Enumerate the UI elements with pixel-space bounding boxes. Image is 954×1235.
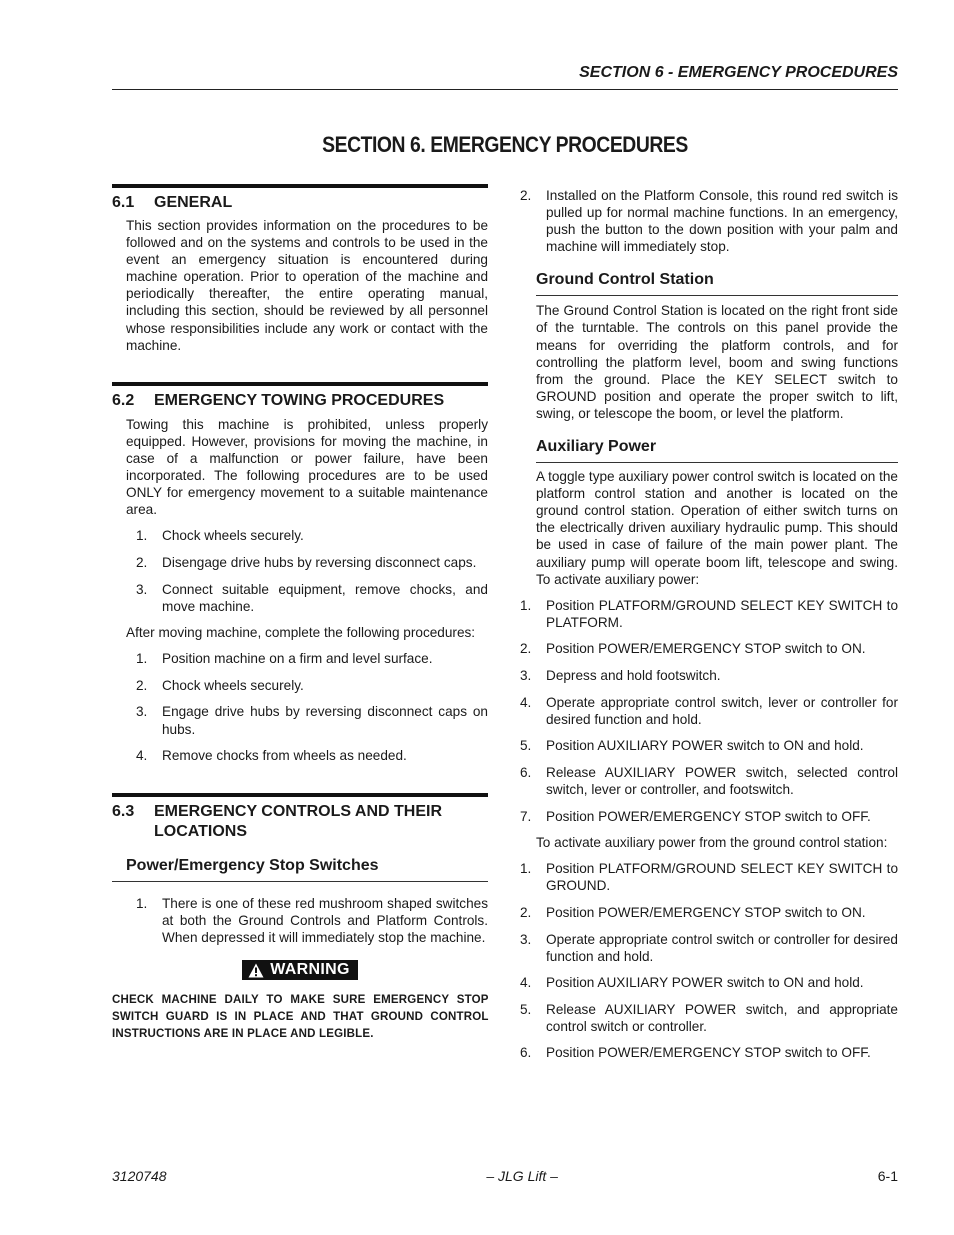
after-moving-steps — [112, 650, 488, 764]
step-number: 3. — [520, 667, 532, 683]
list-item — [126, 527, 488, 544]
step-number: 6. — [520, 1045, 532, 1061]
list-item — [510, 974, 898, 991]
step-text: Depress and hold footswitch. — [546, 667, 721, 683]
auxiliary-power-paragraph: A toggle type auxiliary power control switch is located on the platform control station and another is located on the ground control station. Operation of either switch turns on the electrically driven auxiliary hydraulic pump. This should be used in case of failure of the main power plant. The auxiliary pump will operate boom lift, telescope and swing. To activate auxiliary power: — [536, 469, 898, 587]
step-number: 2. — [136, 677, 148, 693]
list-item — [510, 931, 898, 965]
power-emergency-stop-heading: Power/Emergency Stop Switches — [112, 856, 488, 882]
step-number: 5. — [520, 738, 532, 754]
right-column — [520, 187, 898, 1071]
step-text: Position machine on a firm and level surface. — [162, 651, 433, 667]
step-text: Release AUXILIARY POWER switch, selected control switch, lever or controller, and footswitch. — [546, 764, 898, 797]
warning-text: CHECK MACHINE DAILY TO MAKE SURE EMERGENCY STOP SWITCH GUARD IS IN PLACE AND THAT GROUND CONTROL INSTRUCTIONS ARE IN PLACE AND LEGIBLE. — [112, 991, 489, 1041]
section-title: EMERGENCY TOWING PROCEDURES — [154, 391, 445, 409]
list-item — [510, 808, 898, 825]
section-number: 6.1 — [112, 194, 135, 211]
step-text: Position PLATFORM/GROUND SELECT KEY SWITCH to GROUND. — [546, 861, 898, 894]
ground-aux-steps — [510, 860, 898, 1061]
list-item — [510, 640, 898, 657]
list-item — [126, 650, 488, 667]
step-number: 4. — [136, 748, 148, 764]
list-item — [510, 597, 898, 631]
list-item — [510, 1001, 898, 1035]
auxiliary-power-steps — [510, 597, 898, 825]
stop-switch-steps — [112, 895, 488, 946]
warning-label: WARNING — [270, 961, 350, 979]
step-number: 1. — [520, 861, 532, 877]
step-text: Engage drive hubs by reversing disconnect caps on hubs. — [162, 704, 488, 737]
ground-aux-intro: To activate auxiliary power from the ground control station: — [536, 835, 888, 851]
list-item — [510, 764, 898, 798]
step-number: 3. — [136, 581, 148, 597]
document-number: 3120748 — [112, 1168, 167, 1184]
step-number: 2. — [520, 904, 532, 920]
list-item — [126, 895, 488, 946]
section-title: EMERGENCY CONTROLS AND THEIR LOCATIONS — [154, 802, 443, 840]
list-item — [510, 187, 898, 255]
step-number: 1. — [520, 597, 532, 613]
step-text: Disengage drive hubs by reversing disconnect caps. — [162, 554, 477, 570]
list-item — [510, 904, 898, 921]
section-title: GENERAL — [154, 194, 233, 211]
after-moving-paragraph: After moving machine, complete the following procedures: — [126, 625, 476, 641]
step-text: Position AUXILIARY POWER switch to ON and hold. — [546, 975, 864, 991]
step-number: 4. — [520, 694, 532, 710]
list-item — [126, 677, 488, 694]
step-text: Position POWER/EMERGENCY STOP switch to ON. — [546, 904, 866, 920]
section-number: 6.2 — [112, 391, 135, 409]
list-item — [126, 581, 488, 615]
step-text: Installed on the Platform Console, this round red switch is pulled up for normal machine functions. In an emergency, push the button to the down position with your palm and machine will immediately stop. — [546, 188, 898, 255]
step-number: 3. — [520, 931, 532, 947]
warning-banner — [112, 960, 488, 983]
stop-switch-steps-continued — [510, 187, 898, 255]
step-text: Operate appropriate control switch or controller for desired function and hold. — [546, 931, 898, 964]
section-6-1-heading — [112, 184, 488, 213]
auxiliary-power-heading: Auxiliary Power — [536, 437, 898, 463]
step-number: 1. — [136, 895, 148, 911]
list-item — [510, 737, 898, 754]
step-text: Remove chocks from wheels as needed. — [162, 748, 407, 764]
list-item — [510, 860, 898, 894]
step-number: 4. — [520, 975, 532, 991]
list-item — [510, 667, 898, 684]
warning-badge — [242, 960, 357, 980]
page-title: SECTION 6. EMERGENCY PROCEDURES — [322, 132, 688, 157]
list-item — [126, 554, 488, 571]
step-number: 1. — [136, 651, 148, 667]
step-number: 5. — [520, 1001, 532, 1017]
list-item — [126, 703, 488, 737]
ground-control-paragraph: The Ground Control Station is located on the right front side of the turntable. The controls on this panel provide the means for overriding the platform controls, and for controlling the platform level, boom and swing functions from the ground. Place the KEY SELECT switch to GROUND position and operate the proper switch to lift, swing, or telescope the boom, or level the platform. — [536, 303, 898, 421]
step-number: 1. — [136, 528, 148, 544]
list-item — [510, 1044, 898, 1061]
step-text: Position PLATFORM/GROUND SELECT KEY SWITCH to PLATFORM. — [546, 597, 898, 630]
list-item — [510, 694, 898, 728]
general-paragraph: This section provides information on the procedures to be followed and on the systems and controls to be used in the event an emergency situation is encountered during machine operation. Prior to operation of the machine and periodically thereafter, the entire operating manual, including this section, should be reviewed by all personnel whose responsibilities include any work or contact with the machine. — [126, 218, 488, 353]
page-footer — [112, 1168, 898, 1184]
step-text: Release AUXILIARY POWER switch, and appropriate control switch or controller. — [546, 1001, 898, 1034]
ground-control-station-heading: Ground Control Station — [536, 270, 898, 296]
left-column — [112, 184, 488, 1042]
step-text: Position POWER/EMERGENCY STOP switch to OFF. — [546, 808, 871, 824]
footer-center-text: – JLG Lift – — [486, 1168, 558, 1184]
towing-paragraph: Towing this machine is prohibited, unless properly equipped. However, provisions for moving the machine, in case of a malfunction or power failure, have been incorporated. The following procedures are to be used ONLY for emergency movement to a suitable maintenance area. — [126, 416, 488, 518]
step-text: Chock wheels securely. — [162, 528, 304, 544]
page-number: 6-1 — [877, 1168, 898, 1184]
step-number: 3. — [136, 704, 148, 720]
step-number: 2. — [520, 188, 532, 203]
step-number: 7. — [520, 808, 532, 824]
towing-steps — [112, 527, 488, 614]
step-text: Chock wheels securely. — [162, 677, 304, 693]
section-number: 6.3 — [112, 802, 135, 820]
step-text: Position AUXILIARY POWER switch to ON and hold. — [546, 738, 864, 754]
section-6-2-heading — [112, 382, 488, 411]
step-text: Operate appropriate control switch, lever or controller for desired function and hold. — [546, 694, 898, 727]
section-6-3-heading — [112, 793, 488, 842]
step-text: Position POWER/EMERGENCY STOP switch to OFF. — [546, 1045, 871, 1061]
step-number: 6. — [520, 764, 532, 780]
step-text: There is one of these red mushroom shaped switches at both the Ground Controls and Platform Controls. When depressed it will immediately stop the machine. — [162, 895, 488, 945]
step-text: Position POWER/EMERGENCY STOP switch to ON. — [546, 641, 866, 657]
step-number: 2. — [136, 554, 148, 570]
warning-triangle-icon — [248, 963, 264, 978]
step-number: 2. — [520, 641, 532, 657]
running-header: SECTION 6 - EMERGENCY PROCEDURES — [112, 64, 898, 90]
step-text: Connect suitable equipment, remove chocks, and move machine. — [162, 581, 488, 614]
list-item — [126, 747, 488, 764]
